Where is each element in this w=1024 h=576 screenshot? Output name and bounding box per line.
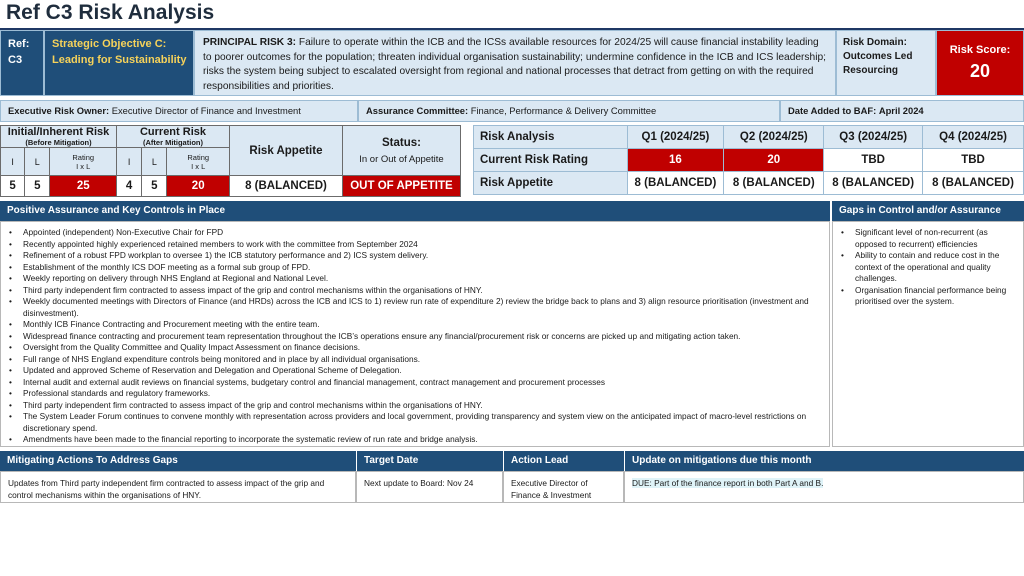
current-rating-formula: I x L xyxy=(191,161,206,171)
initial-rating-header xyxy=(50,148,117,176)
current-rating-q2: 20 xyxy=(724,149,824,172)
quarter-header-q3: Q3 (2024/25) xyxy=(824,126,923,149)
action-lead-header: Action Lead xyxy=(503,451,624,471)
mitigation-update-header: Update on mitigations due this month xyxy=(624,451,1024,471)
risk-domain xyxy=(836,30,936,96)
assurance-list-box xyxy=(0,221,830,447)
committee-value: Finance, Performance & Delivery Committee xyxy=(470,105,657,116)
list-item: • Appointed (independent) Non-Executive Chair for FPD xyxy=(9,227,823,239)
list-item: • The System Leader Forum continues to convene monthly with representation across providers and local government, providing transparency and system view on the anticipated impact of macro-level restrictions on discretionary spend. xyxy=(9,411,823,434)
quarter-header-q1: Q1 (2024/25) xyxy=(627,126,724,149)
gaps-header: Gaps in Control and/or Assurance xyxy=(832,201,1024,221)
current-risk-title: Current Risk xyxy=(139,126,206,138)
list-item: • Refinement of a robust FPD workplan to oversee 1) the ICB statutory performance and 2) ICS system delivery. xyxy=(9,250,823,262)
initial-rating-label: Rating xyxy=(72,152,95,162)
appetite-q3: 8 (BALANCED) xyxy=(824,172,923,195)
quarter-header-q2: Q2 (2024/25) xyxy=(724,126,824,149)
current-l-header: L xyxy=(142,148,167,176)
principal-risk-text: Failure to operate within the ICB and the ICSs available resources for 2024/25 will cause financial instability leading to poorer outcomes for the population; threaten individual organisation sustainability; undermine confidence in the ICB and ICS leadership; risks the system being subject to escalated oversight from regional and national processes that detract from getting on with the required responsibilities and priorities. xyxy=(203,37,826,92)
risk-analysis-table xyxy=(473,125,1024,195)
initial-l-header: L xyxy=(25,148,50,176)
current-risk-header xyxy=(117,126,230,148)
date-value: April 2024 xyxy=(878,105,924,116)
current-impact: 4 xyxy=(117,176,142,197)
initial-impact: 5 xyxy=(1,176,25,197)
risk-analysis-label: Risk Analysis xyxy=(474,126,628,149)
initial-i-header: I xyxy=(1,148,25,176)
ref-label: Ref: xyxy=(8,38,30,50)
mitigation-update-text: DUE: Part of the finance report in both Part A and B. xyxy=(632,478,824,488)
list-item: • Organisation financial performance being prioritised over the system. xyxy=(841,285,1015,308)
current-rating: 20 xyxy=(167,176,230,197)
list-item: • Oversight from the Quality Committee and Quality Impact Assessment on finance decisions. xyxy=(9,342,823,354)
appetite-q1: 8 (BALANCED) xyxy=(627,172,724,195)
risk-appetite-row-label: Risk Appetite xyxy=(474,172,628,195)
list-item: • Updated and approved Scheme of Reservation and Delegation and Operational Scheme of Delegation. xyxy=(9,365,823,377)
target-date-cell xyxy=(356,471,503,503)
list-item: • Recently appointed highly experienced retained members to work with the committee from September 2024 xyxy=(9,239,823,251)
current-rating-q1: 16 xyxy=(627,149,724,172)
principal-risk-label: PRINCIPAL RISK 3: xyxy=(203,37,297,48)
current-risk-sub: (After Mitigation) xyxy=(142,138,203,147)
owner-value: Executive Director of Finance and Investment xyxy=(111,105,301,116)
list-item: • Third party independent firm contracted to assess impact of the grip and control mechanisms within the organisations of HNY. xyxy=(9,285,823,297)
assurance-list xyxy=(1,222,829,446)
gaps-list-box xyxy=(832,221,1024,447)
target-date-header: Target Date xyxy=(356,451,503,471)
list-item: • Weekly documented meetings with Directors of Finance (and HRDs) across the ICB and ICS to 1) review run rate of expenditure 2) review the bridge back to plans and 3) align resource prioritisation (investment and disinvestment). xyxy=(9,296,823,319)
risk-domain-value: Outcomes Led Resourcing xyxy=(843,51,913,76)
ref-value: C3 xyxy=(8,54,23,66)
current-likelihood: 5 xyxy=(142,176,167,197)
date-label: Date Added to BAF: xyxy=(788,105,877,116)
current-i-header: I xyxy=(117,148,142,176)
initial-risk-header xyxy=(1,126,117,148)
target-date-text: Next update to Board: Nov 24 xyxy=(364,478,474,488)
list-item: • Full range of NHS England expenditure controls being monitored and in place by all individual organisations. xyxy=(9,354,823,366)
risk-ratings-table xyxy=(0,125,461,197)
risk-score-label: Risk Score: xyxy=(949,44,1011,56)
principal-risk xyxy=(194,30,836,96)
initial-likelihood: 5 xyxy=(25,176,50,197)
strategic-objective xyxy=(44,30,194,96)
risk-score-value: 20 xyxy=(969,61,991,81)
mitigation-update-cell xyxy=(624,471,1024,503)
action-lead-text: Executive Director of Finance & Investment xyxy=(511,478,592,500)
current-rating-label: Rating xyxy=(187,152,210,162)
list-item: • Widespread finance contracting and procurement team representation throughout the ICB’s operations ensure any financial/procurement risk or concerns are picked up and mitigating action taken. xyxy=(9,331,823,343)
current-rating-header xyxy=(167,148,230,176)
gaps-list xyxy=(833,222,1023,308)
date-added xyxy=(780,100,1024,122)
committee-label: Assurance Committee: xyxy=(366,105,469,116)
mitigating-actions-header: Mitigating Actions To Address Gaps xyxy=(0,451,356,471)
action-lead-cell xyxy=(503,471,624,503)
risk-score xyxy=(936,30,1024,96)
assurance-committee xyxy=(358,100,780,122)
owner-label: Executive Risk Owner: xyxy=(8,105,110,116)
initial-risk-title: Initial/Inherent Risk xyxy=(7,126,110,138)
mitigating-action-cell xyxy=(0,471,356,503)
initial-rating: 25 xyxy=(50,176,117,197)
list-item: • Monthly ICB Finance Contracting and Procurement meeting with the entire team. xyxy=(9,319,823,331)
list-item: • Establishment of the monthly ICS DOF meeting as a formal sub group of FPD. xyxy=(9,262,823,274)
list-item: • Internal audit and external audit reviews on financial systems, budgetary control and financial management, contract management and procurement processes xyxy=(9,377,823,389)
initial-rating-formula: I x L xyxy=(76,161,91,171)
current-risk-rating-label: Current Risk Rating xyxy=(474,149,628,172)
status-header xyxy=(342,126,460,176)
strategic-objective-text: Strategic Objective C: Leading for Sustainability xyxy=(52,38,187,66)
risk-appetite-value: 8 (BALANCED) xyxy=(229,176,342,197)
risk-domain-label: Risk Domain: xyxy=(843,37,907,48)
appetite-q4: 8 (BALANCED) xyxy=(923,172,1024,195)
list-item: • Weekly reporting on delivery through NHS England at Regional and National Level. xyxy=(9,273,823,285)
initial-risk-sub: (Before Mitigation) xyxy=(25,138,92,147)
appetite-q2: 8 (BALANCED) xyxy=(724,172,824,195)
list-item: • Amendments have been made to the financial reporting to incorporate the systematic review of run rate and bridge analysis. xyxy=(9,434,823,446)
page-title: Ref C3 Risk Analysis xyxy=(6,1,215,24)
list-item: • Ability to contain and reduce cost in the context of the operational and quality challenges. xyxy=(841,250,1015,285)
assurance-header: Positive Assurance and Key Controls in Place xyxy=(0,201,830,221)
current-rating-q3: TBD xyxy=(824,149,923,172)
quarter-header-q4: Q4 (2024/25) xyxy=(923,126,1024,149)
status-value: OUT OF APPETITE xyxy=(342,176,460,197)
executive-risk-owner xyxy=(0,100,358,122)
ref-box xyxy=(0,30,44,96)
status-label: Status: xyxy=(381,136,421,149)
list-item: • Significant level of non-recurrent (as opposed to recurrent) efficiencies xyxy=(841,227,1015,250)
list-item: • Third party independent firm contracted to assess impact of the grip and control mechanisms within the organisations of HNY. xyxy=(9,400,823,412)
mitigating-action-text: Updates from Third party independent firm contracted to assess impact of the grip and control mechanisms within the organisations of HNY. xyxy=(8,478,325,500)
status-sub: In or Out of Appetite xyxy=(359,153,444,165)
current-rating-q4: TBD xyxy=(923,149,1024,172)
risk-appetite-header: Risk Appetite xyxy=(229,126,342,176)
list-item: • Professional standards and regulatory frameworks. xyxy=(9,388,823,400)
